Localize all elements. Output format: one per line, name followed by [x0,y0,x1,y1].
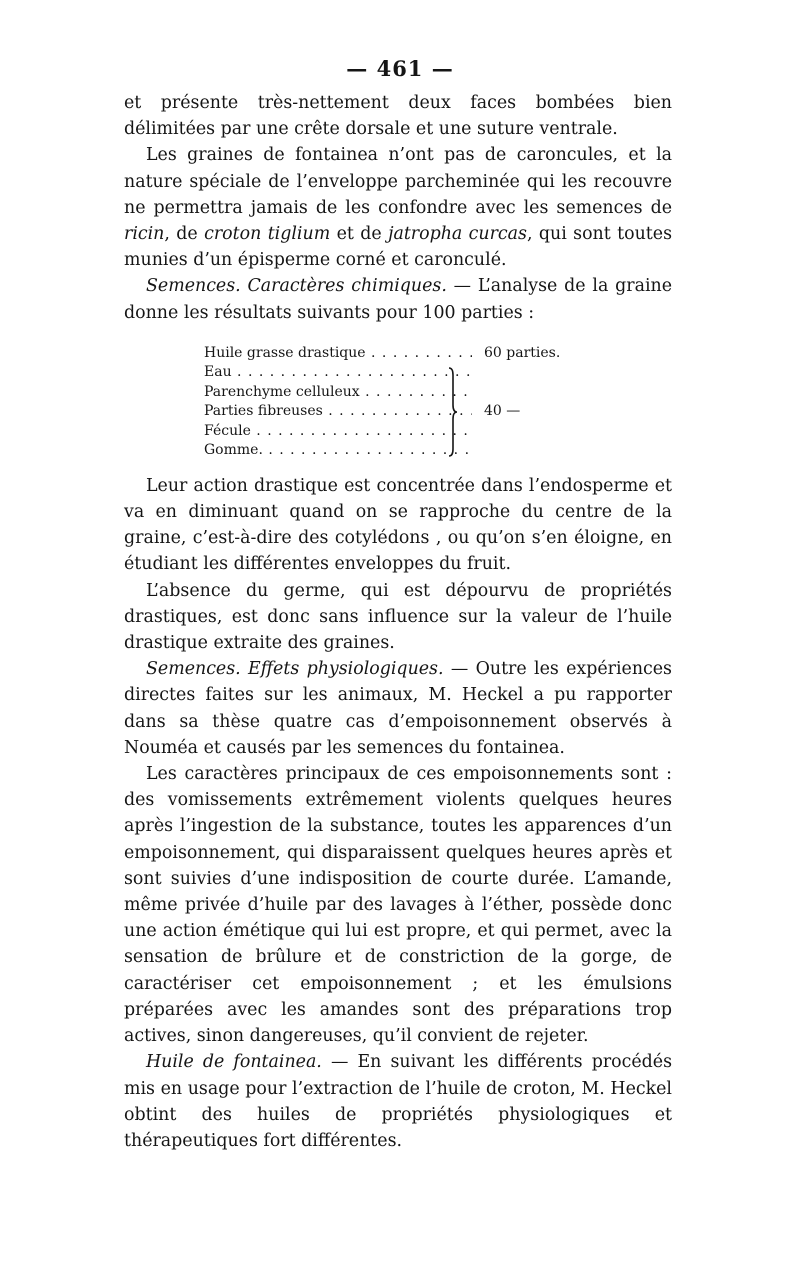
grouped-rows [204,363,564,461]
term-croton-tiglium: croton tiglium [204,224,331,245]
group-value: 40 — [484,403,521,420]
paragraph-fontainea-oil: Huile de fontainea. — En suivant les différents procédés mis en usage pour l’extraction de l’huile de croton, M. Heckel obtint des huiles de propriétés physiologiques et thérapeutiques fort différentes. [124,1052,672,1151]
section-heading-chemical: Semences. Caractères chimiques. [146,276,447,297]
curly-brace-icon [448,367,458,457]
paragraph-drastic-action: Leur action drastique est concentrée dans l’endosperme et va en diminuant quand on se rapproche du centre de la graine, c’est-à-dire des cotylédons , ou qu’on s’en éloigne, en étudiant les différentes enveloppes du fruit. [124,475,672,575]
section-heading-oil: Huile de fontainea. [146,1052,322,1073]
table-cell-name: Huile grasse drastique . . . [204,344,472,364]
table-row: Gomme. . . . [204,441,564,461]
composition-table [204,344,564,461]
paragraph-physiological-effects: Semences. Effets physiologiques. — Outre les expériences directes faites sur les animaux, M. Heckel a pu rapporter dans sa thèse quatre cas d’empoisonnement observés à Nouméa et causés par les semences du fontainea. [124,659,672,758]
term-jatropha-curcas: jatropha curcas [388,224,527,245]
table-row: Parties fibreuses . . . [204,402,564,422]
paragraph-germ-absence: L’absence du germe, qui est dépourvu de propriétés drastiques, est donc sans influence sur la valeur de l’huile drastique extraite des graines. [124,580,672,654]
table-row [204,344,564,364]
paragraph-seeds-description: Les graines de fontainea n’ont pas de caroncules, et la nature spéciale de l’enveloppe parcheminée qui les recouvre ne permettra jamais de les confondre avec les semences de ricin, de croton tiglium et de jatropha curcas, qui sont toutes munies d’un épisperme corné et caronculé. [124,145,672,271]
term-ricin: ricin [124,224,165,245]
paragraph-continuation: et présente très-nettement deux faces bombées bien délimitées par une crête dorsale et une suture ventrale. [124,93,672,140]
table-row: Fécule . . . [204,422,564,442]
paragraph-poisoning-characters: Les caractères principaux de ces empoisonnements sont : des vomissements extrêmement violents quelques heures après l’ingestion de la substance, toutes les apparences d’un empoisonnement, qui disparaissent quelques heures après et sont suivies d’une indisposition de courte durée. L’amande, même privée d’huile par des lavages à l’éther, possède donc une action émétique qui lui est propre, et qui permet, avec la sensation de brûlure et de constriction de la gorge, de caractériser cet empoisonnement ; et les émulsions préparées avec les amandes sont des préparations trop actives, sinon dangereuses, qu’il convient de rejeter. [124,764,672,1047]
section-heading-physiological: Semences. Effets physiologiques. [146,659,444,680]
table-row: Eau . . . [204,363,564,383]
page-number: — 461 — [346,56,454,81]
page-body [124,90,672,1154]
table-row: Parenchyme celluleux . . . [204,383,564,403]
table-cell-value: 60 parties. [484,344,561,361]
paragraph-chemical-characters: Semences. Caractères chimiques. — L’analyse de la graine donne les résultats suivants pour 100 parties : [124,276,673,323]
